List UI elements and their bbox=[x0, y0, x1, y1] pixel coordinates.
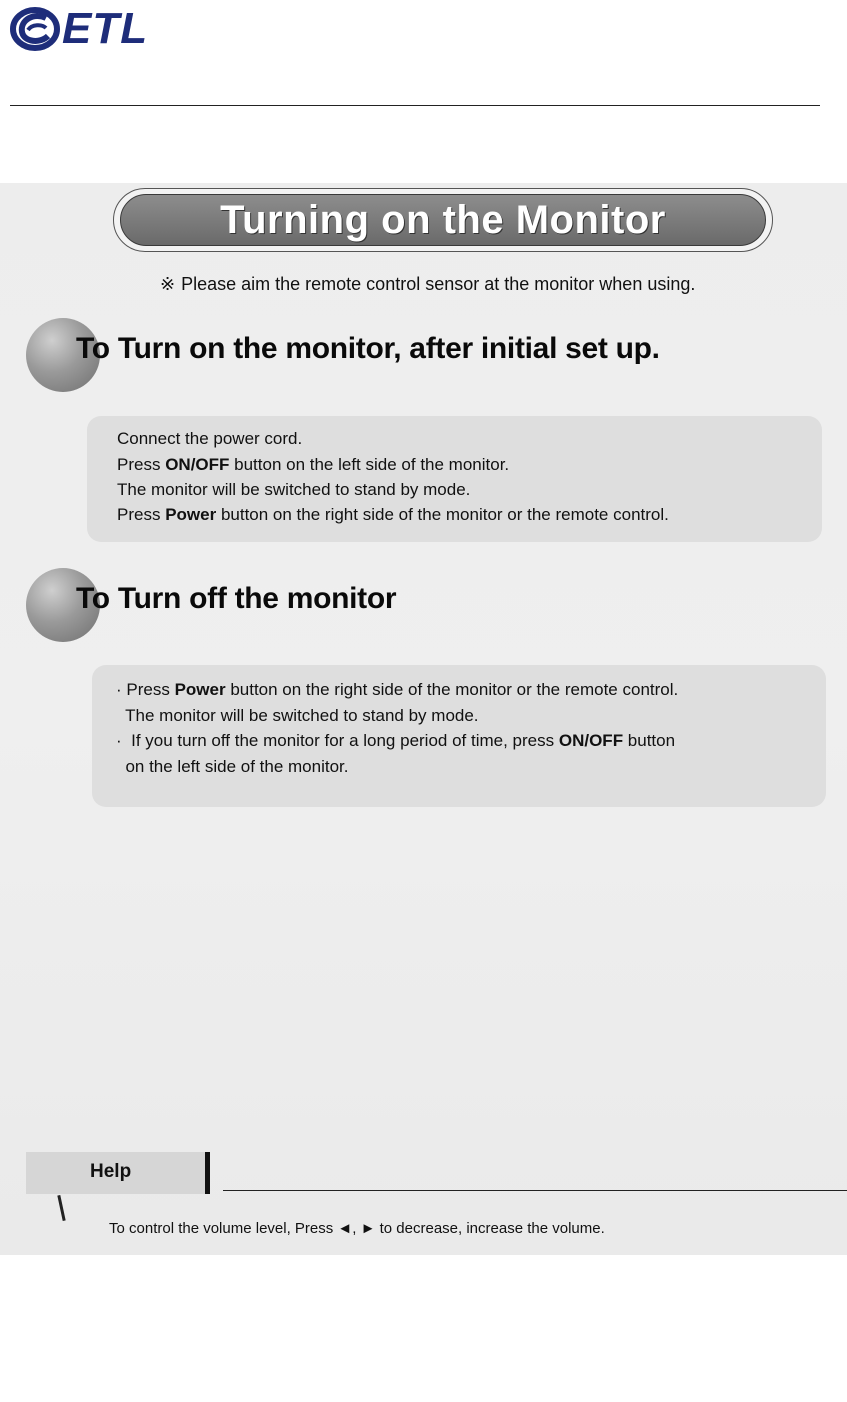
etl-logo bbox=[10, 4, 148, 54]
remote-note-text: Please aim the remote control sensor at the monitor when using. bbox=[181, 274, 696, 294]
instruction-line: The monitor will be switched to stand by mode. bbox=[116, 706, 479, 725]
manual-page-scan bbox=[0, 183, 847, 1255]
header-divider bbox=[10, 105, 820, 106]
section-turn-on-heading bbox=[26, 318, 846, 398]
section-title-text: Turn on the monitor, after initial set up. bbox=[109, 332, 660, 365]
etl-swirl-logo-icon bbox=[10, 6, 60, 52]
instruction-line: · Press Power button on the right side of the monitor or the remote control. bbox=[116, 680, 679, 699]
instruction-line: Press ON/OFF button on the left side of the monitor. bbox=[117, 455, 510, 474]
instruction-line: on the left side of the monitor. bbox=[116, 757, 349, 776]
section-title bbox=[76, 332, 660, 366]
instruction-line: The monitor will be switched to stand by mode. bbox=[117, 480, 471, 499]
help-divider bbox=[223, 1190, 847, 1191]
remote-note bbox=[160, 274, 695, 295]
help-callout-tail bbox=[57, 1195, 65, 1221]
title-banner bbox=[113, 188, 773, 252]
logo-text: ETL bbox=[62, 4, 149, 53]
instruction-line: Press Power button on the right side of the monitor or the remote control. bbox=[117, 505, 669, 524]
instruction-line: Connect the power cord. bbox=[117, 429, 303, 448]
section-turn-on-box bbox=[87, 416, 822, 542]
section-title-prefix: To bbox=[76, 582, 110, 615]
section-turn-off-heading bbox=[26, 568, 846, 648]
page-title: Turning on the Monitor bbox=[220, 197, 666, 242]
section-title-prefix: To bbox=[76, 332, 110, 365]
page-header bbox=[0, 0, 847, 110]
reference-mark-icon: ※ bbox=[160, 274, 176, 294]
section-title-text: Turn off the monitor bbox=[109, 582, 397, 615]
section-title bbox=[76, 582, 396, 616]
help-text: To control the volume level, Press ◄, ► to decrease, increase the volume. bbox=[109, 1220, 605, 1237]
help-tab bbox=[26, 1152, 210, 1194]
help-label: Help bbox=[90, 1161, 132, 1182]
title-banner-inner bbox=[120, 194, 766, 246]
section-turn-off-box bbox=[92, 665, 826, 807]
instruction-line: · If you turn off the monitor for a long period of time, press ON/OFF button bbox=[116, 731, 676, 750]
